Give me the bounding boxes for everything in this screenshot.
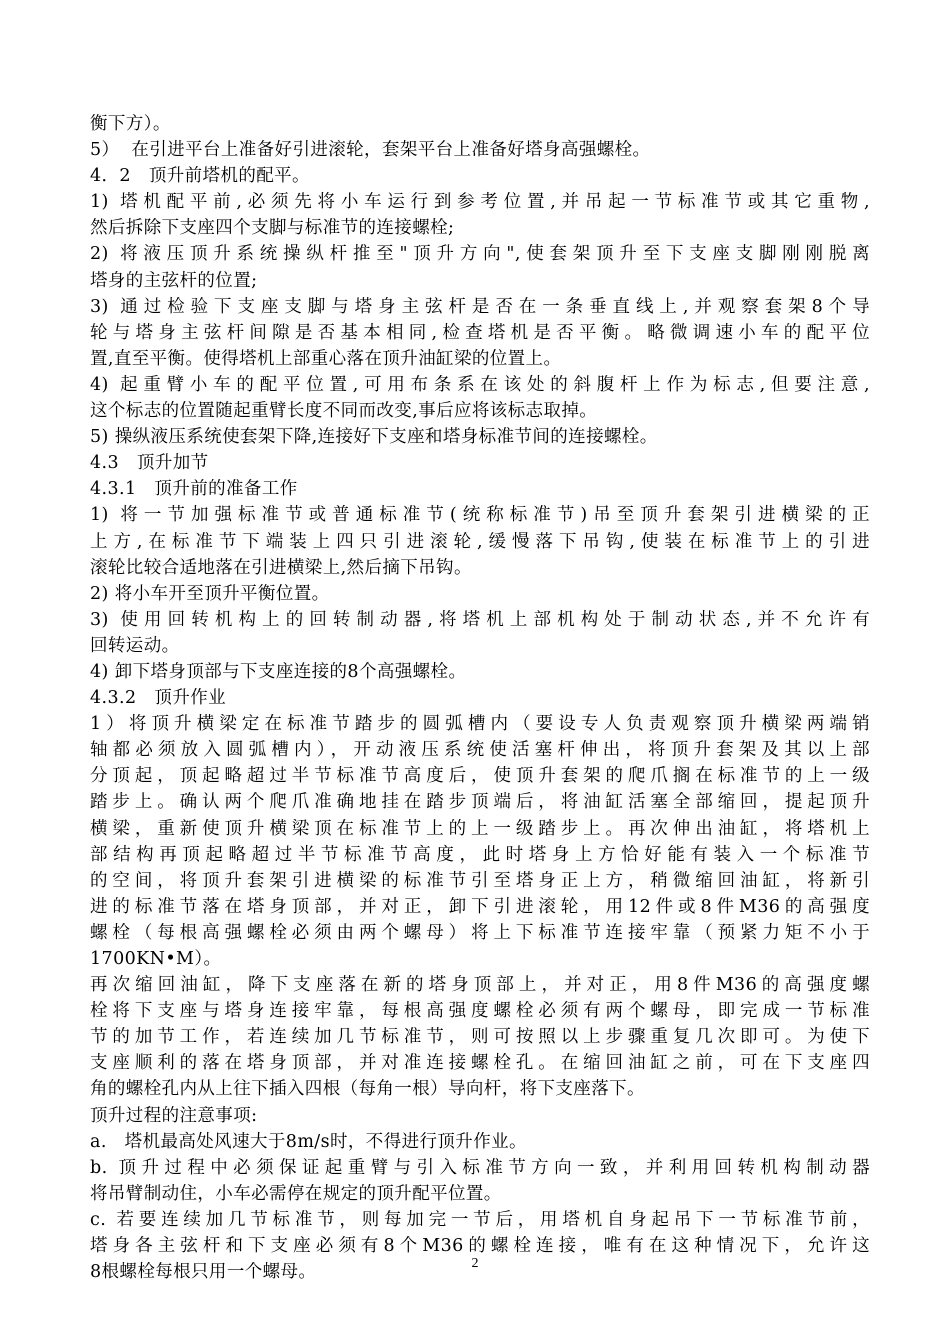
text-line: 1）将顶升横梁定在标准节踏步的圆弧槽内（要设专人负责观察顶升横梁两端销 — [90, 714, 870, 735]
body-text — [90, 111, 870, 1285]
text-line: 1) 塔机配平前,必须先将小车运行到参考位置,并吊起一节标准节或其它重物, — [90, 192, 870, 213]
text-line: 4) 起重臂小车的配平位置,可用布条系在该处的斜腹杆上作为标志,但要注意, — [90, 374, 870, 395]
text-line: 节的加节工作，若连续加几节标准节，则可按照以上步骤重复几次即可。为使下 — [90, 1027, 870, 1048]
text-line: 1700KN•M）。 — [90, 949, 222, 969]
text-line: b. 顶升过程中必须保证起重臂与引入标准节方向一致，并利用回转机构制动器 — [90, 1157, 870, 1178]
text-line: 回转运动。 — [90, 635, 180, 656]
text-line: 然后拆除下支座四个支脚与标准节的连接螺栓; — [90, 218, 455, 239]
text-line: 3) 通过检验下支座支脚与塔身主弦杆是否在一条垂直线上,并观察套架8个导 — [90, 296, 870, 317]
text-line: 4.3.2 顶升作业 — [90, 688, 227, 709]
text-line: 角的螺栓孔内从上往下插入四根（每角一根）导向杆，将下支座落下。 — [90, 1079, 645, 1100]
text-line: 进的标准节落在塔身顶部，并对正，卸下引进滚轮，用12件或8件M36的高强度 — [90, 896, 870, 917]
text-line: 上方,在标准节下端装上四只引进滚轮,缓慢落下吊钩,使装在标准节上的引进 — [90, 531, 870, 552]
text-line: 顶升过程的注意事项: — [90, 1105, 258, 1126]
text-line: 踏步上。确认两个爬爪准确地挂在踏步顶端后，将油缸活塞全部缩回，提起顶升 — [90, 792, 870, 813]
text-line: a. 塔机最高处风速大于8m/s时，不得进行顶升作业。 — [90, 1131, 527, 1152]
text-line: 滚轮比较合适地落在引进横梁上,然后摘下吊钩。 — [90, 557, 472, 578]
text-line: 轴都必须放入圆弧槽内），开动液压系统使活塞杆伸出，将顶升套架及其以上部 — [90, 740, 870, 761]
text-line: 栓将下支座与塔身连接牢靠，每根高强度螺栓必须有两个螺母，即完成一节标准 — [90, 1001, 870, 1022]
text-line: 支座顺利的落在塔身顶部，并对准连接螺栓孔。在缩回油缸之前，可在下支座四 — [90, 1053, 870, 1074]
text-line: 置,直至平衡。使得塔机上部重心落在顶升油缸梁的位置上。 — [90, 348, 562, 369]
text-line: 1) 将一节加强标准节或普通标准节(统称标准节)吊至顶升套架引进横梁的正 — [90, 505, 870, 526]
text-line: 3) 使用回转机构上的回转制动器,将塔机上部机构处于制动状态,并不允许有 — [90, 609, 870, 630]
text-line: 塔身各主弦杆和下支座必须有8个M36的螺栓连接，唯有在这种情况下，允许这 — [90, 1236, 870, 1257]
text-line: 衡下方）。 — [90, 114, 171, 134]
text-line: 4.3.1 顶升前的准备工作 — [90, 479, 298, 500]
text-line: 轮与塔身主弦杆间隙是否基本相同,检查塔机是否平衡。略微调速小车的配平位 — [90, 322, 870, 343]
page-number: 2 — [471, 1256, 479, 1271]
text-line: 这个标志的位置随起重臂长度不同而改变,事后应将该标志取掉。 — [90, 401, 598, 422]
text-line: 分顶起，顶起略超过半节标准节高度后，使顶升套架的爬爪搁在标准节的上一级 — [90, 766, 870, 787]
text-line: 4.3 顶升加节 — [90, 453, 209, 474]
text-line: 再次缩回油缸，降下支座落在新的塔身顶部上，并对正，用8件M36的高强度螺 — [90, 975, 870, 996]
text-line: 横梁，重新使顶升横梁顶在标准节上的上一级踏步上。再次伸出油缸，将塔机上 — [90, 818, 870, 839]
text-line: 将吊臂制动住，小车必需停在规定的顶升配平位置。 — [90, 1183, 502, 1204]
text-line: 塔身的主弦杆的位置; — [90, 270, 258, 291]
text-line: 8根螺栓每根只用一个螺母。 — [90, 1262, 317, 1283]
text-line: 5） 在引进平台上准备好引进滚轮，套架平台上准备好塔身高强螺栓。 — [90, 140, 651, 161]
text-line: 4．2 顶升前塔机的配平。 — [90, 166, 310, 187]
text-line: 2) 将小车开至顶升平衡位置。 — [90, 583, 330, 604]
text-line: 螺栓（每根高强螺栓必须由两个螺母）将上下标准节连接牢靠（预紧力矩不小于 — [90, 922, 870, 943]
text-line: 部结构再顶起略超过半节标准节高度，此时塔身上方恰好能有装入一个标准节 — [90, 844, 870, 865]
text-line: 5) 操纵液压系统使套架下降,连接好下支座和塔身标准节间的连接螺栓。 — [90, 427, 658, 448]
text-line: c. 若要连续加几节标准节，则每加完一节后，用塔机自身起吊下一节标准节前， — [90, 1209, 870, 1230]
text-line: 的空间，将顶升套架引进横梁的标准节引至塔身正上方，稍微缩回油缸，将新引 — [90, 870, 870, 891]
text-line: 2) 将液压顶升系统操纵杆推至"顶升方向",使套架顶升至下支座支脚刚刚脱离 — [90, 244, 870, 265]
text-line: 4) 卸下塔身顶部与下支座连接的8个高强螺栓。 — [90, 661, 467, 682]
